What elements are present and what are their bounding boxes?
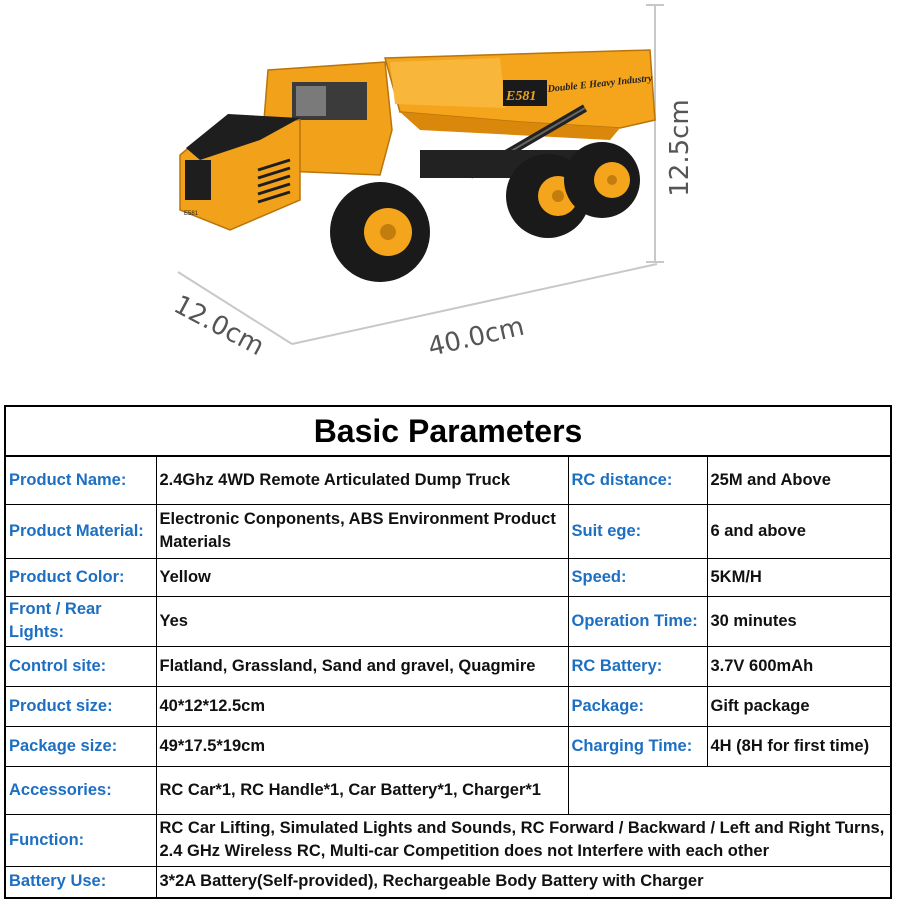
table-row <box>5 596 891 646</box>
param-label: Control site: <box>5 646 156 686</box>
param-value: RC Car*1, RC Handle*1, Car Battery*1, Charger*1 <box>156 766 568 814</box>
param-value: 25M and Above <box>707 456 891 504</box>
param-label: Charging Time: <box>568 726 707 766</box>
param-label: Speed: <box>568 558 707 596</box>
front-plate: E581 <box>184 211 199 217</box>
param-value: Flatland, Grassland, Sand and gravel, Quagmire <box>156 646 568 686</box>
table-row <box>5 646 891 686</box>
param-label: Suit ege: <box>568 504 707 558</box>
param-value: 6 and above <box>707 504 891 558</box>
table-row <box>5 866 891 898</box>
param-label: Product size: <box>5 686 156 726</box>
brand-text: Double E Heavy Industry <box>547 73 654 95</box>
param-value: Yes <box>156 596 568 646</box>
empty-cell <box>568 766 891 814</box>
table-title: Basic Parameters <box>5 406 891 456</box>
table-row <box>5 814 891 866</box>
param-label: Operation Time: <box>568 596 707 646</box>
rear-wheel <box>564 142 640 218</box>
param-label: Package size: <box>5 726 156 766</box>
table-row <box>5 456 891 504</box>
param-value: 3*2A Battery(Self-provided), Rechargeable Body Battery with Charger <box>156 866 891 898</box>
param-value: Gift package <box>707 686 891 726</box>
param-label: RC Battery: <box>568 646 707 686</box>
width-dimension-label: 12.0cm <box>168 289 269 363</box>
param-label: RC distance: <box>568 456 707 504</box>
param-value: 3.7V 600mAh <box>707 646 891 686</box>
param-label: Accessories: <box>5 766 156 814</box>
dump-truck-illustration <box>0 0 900 400</box>
bed-number: E581 <box>506 89 537 104</box>
param-value: Yellow <box>156 558 568 596</box>
table-row <box>5 726 891 766</box>
length-dimension-label: 40.0cm <box>425 311 528 363</box>
param-label: Front / Rear Lights: <box>5 596 156 646</box>
front-wheel <box>330 182 430 282</box>
param-label: Product Material: <box>5 504 156 558</box>
param-value: 4H (8H for first time) <box>707 726 891 766</box>
param-value: 30 minutes <box>707 596 891 646</box>
table-row <box>5 504 891 558</box>
param-value: 49*17.5*19cm <box>156 726 568 766</box>
table-row <box>5 686 891 726</box>
param-label: Product Name: <box>5 456 156 504</box>
height-dimension-label: 12.5cm <box>665 99 695 197</box>
table-row <box>5 558 891 596</box>
param-label: Package: <box>568 686 707 726</box>
param-label: Battery Use: <box>5 866 156 898</box>
product-image-area <box>0 0 900 400</box>
param-value: Electronic Conponents, ABS Environment Product Materials <box>156 504 568 558</box>
param-value: RC Car Lifting, Simulated Lights and Sounds, RC Forward / Backward / Left and Right Turns, 2.4 GHz Wireless RC, Multi-car Competition does not Interfere with each other <box>156 814 891 866</box>
param-label: Function: <box>5 814 156 866</box>
basic-parameters-table <box>4 405 892 899</box>
param-label: Product Color: <box>5 558 156 596</box>
param-value: 2.4Ghz 4WD Remote Articulated Dump Truck <box>156 456 568 504</box>
param-value: 5KM/H <box>707 558 891 596</box>
param-value: 40*12*12.5cm <box>156 686 568 726</box>
truck <box>180 50 655 282</box>
table-row <box>5 766 891 814</box>
